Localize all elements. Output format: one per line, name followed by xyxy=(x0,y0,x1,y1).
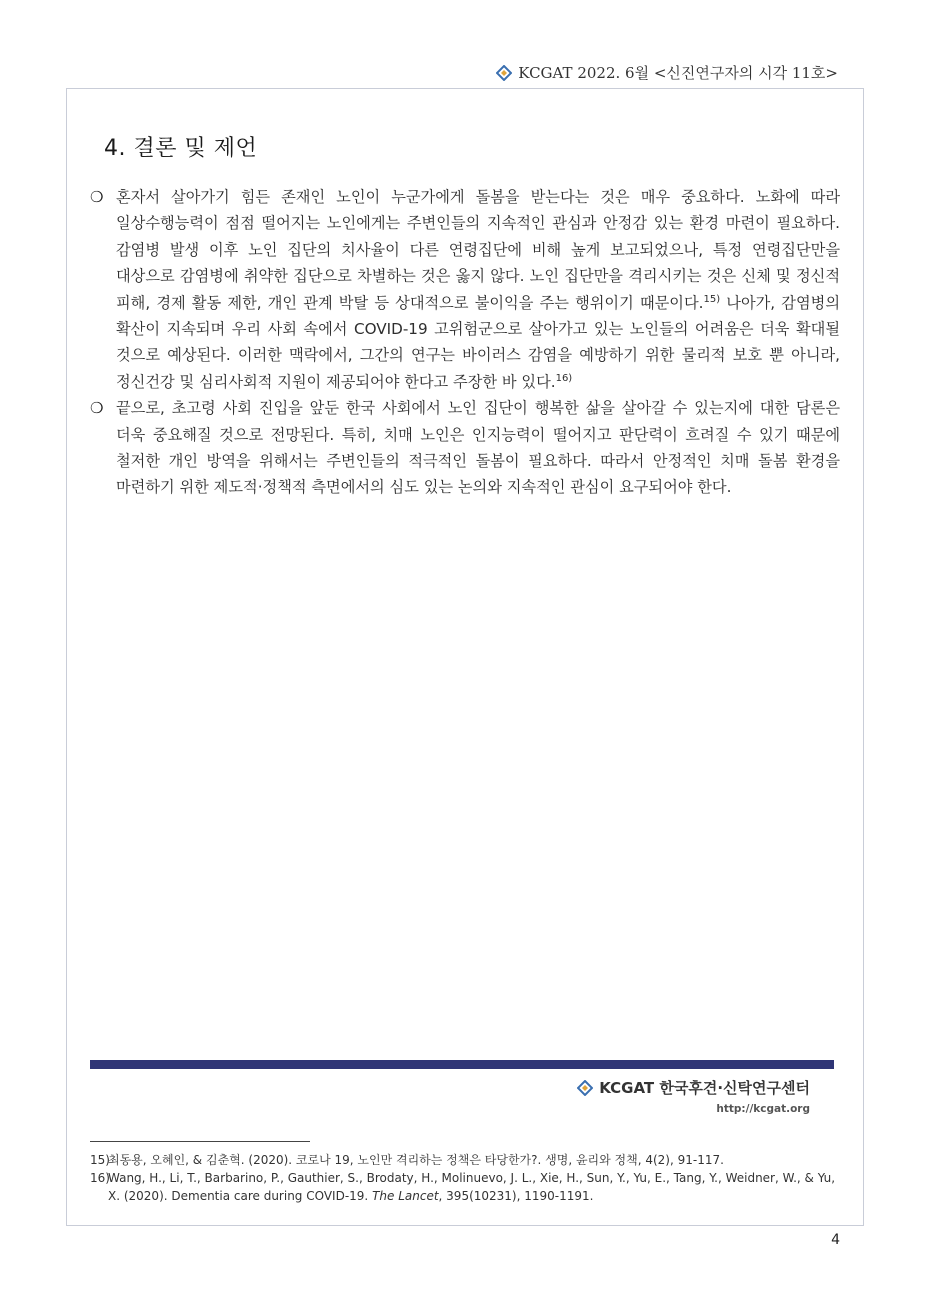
paragraph-text: 끝으로, 초고령 사회 진입을 앞둔 한국 사회에서 노인 집단이 행복한 삶을 살아갈 수 있는지에 대한 담론은 더욱 중요해질 것으로 전망된다. 특히, 치매 노인은 인지능력이 떨어지고 판단력이 흐려질 수 있기 때문에 철저한 개인 방역을 위해서는 주변인들의 적극적인 돌봄이 필요하다. 따라서 안정적인 치매 돌봄 환경을 마련하기 위한 제도적·정책적 측면에서의 심도 있는 논의와 지속적인 관심이 요구되어야 한다. xyxy=(116,399,840,497)
paragraph-text: 혼자서 살아가기 힘든 존재인 노인이 누군가에게 돌봄을 받는다는 것은 매우 중요하다. 노화에 따라 일상수행능력이 점점 떨어지는 노인에게는 주변인들의 지속적인 관심과 안정감 있는 환경 마련이 필요하다. 감염병 발생 이후 노인 집단의 치사율이 다른 연령집단에 비해 높게 보고되었으나, 특정 연령집단만을 대상으로 감염병에 취약한 집단으로 차별하는 것은 옳지 않다. 노인 집단만을 격리시키는 것은 신체 및 정신적 피해, 경제 활동 제한, 개인 관계 박탈 등 상대적으로 불이익을 주는 행위이기 때문이다. xyxy=(116,188,840,312)
footnote-ref-15[interactable]: 15) xyxy=(703,293,721,305)
paragraph-list xyxy=(88,184,840,501)
bullet-icon: ❍ xyxy=(90,399,104,418)
footnote-ref-16[interactable]: 16) xyxy=(555,372,573,384)
footer-divider-bar xyxy=(90,1060,834,1069)
footnote-journal: The Lancet xyxy=(372,1189,439,1203)
paragraph-text: 나아가, 감염병의 확산이 지속되며 우리 사회 속에서 COVID-19 고위험군으로 살아가고 있는 노인들의 어려움은 더욱 확대될 것으로 예상된다. 이러한 맥락에서, 그간의 연구는 바이러스 감염을 예방하기 위한 물리적 보호 뿐 아니라, 정신건강 및 심리사회적 지원이 제공되어야 한다고 주장한 바 있다. xyxy=(116,293,840,391)
footnote-list xyxy=(90,1151,842,1205)
paragraph-1 xyxy=(88,184,840,395)
footnote-text: Wang, H., Li, T., Barbarino, P., Gauthier, S., Brodaty, H., Molinuevo, J. L., Xie, H., Sun, Y., Yu, E., Tang, Y., Weidner, W., & Yu, X. (2020). Dementia care during COVID-19. xyxy=(108,1171,836,1203)
footer-logo xyxy=(577,1077,810,1098)
footnote-number: 16) xyxy=(90,1171,110,1185)
bullet-icon: ❍ xyxy=(90,188,104,206)
footnote-text: , 395(10231), 1190-1191. xyxy=(438,1189,594,1203)
footer-org-name: KCGAT 한국후견·신탁연구센터 xyxy=(599,1079,810,1097)
footnote-16 xyxy=(90,1169,842,1205)
footnote-15 xyxy=(90,1151,842,1169)
section-title: 4. 결론 및 제언 xyxy=(104,136,258,161)
running-header xyxy=(496,62,838,83)
paragraph-2 xyxy=(88,395,840,501)
diamond-logo-icon xyxy=(496,65,512,81)
header-text: KCGAT 2022. 6월 <신진연구자의 시각 11호> xyxy=(518,64,838,82)
footnote-number: 15) xyxy=(90,1153,110,1167)
footnote-rule xyxy=(90,1141,310,1142)
page-number: 4 xyxy=(831,1232,840,1248)
diamond-logo-icon xyxy=(577,1080,593,1096)
footnote-text: 최동용, 오혜인, & 김춘혁. (2020). 코로나 19, 노인만 격리하는 정책은 타당한가?. 생명, 윤리와 정책, 4(2), 91-117. xyxy=(108,1153,724,1167)
footer-url[interactable]: http://kcgat.org xyxy=(716,1103,810,1115)
